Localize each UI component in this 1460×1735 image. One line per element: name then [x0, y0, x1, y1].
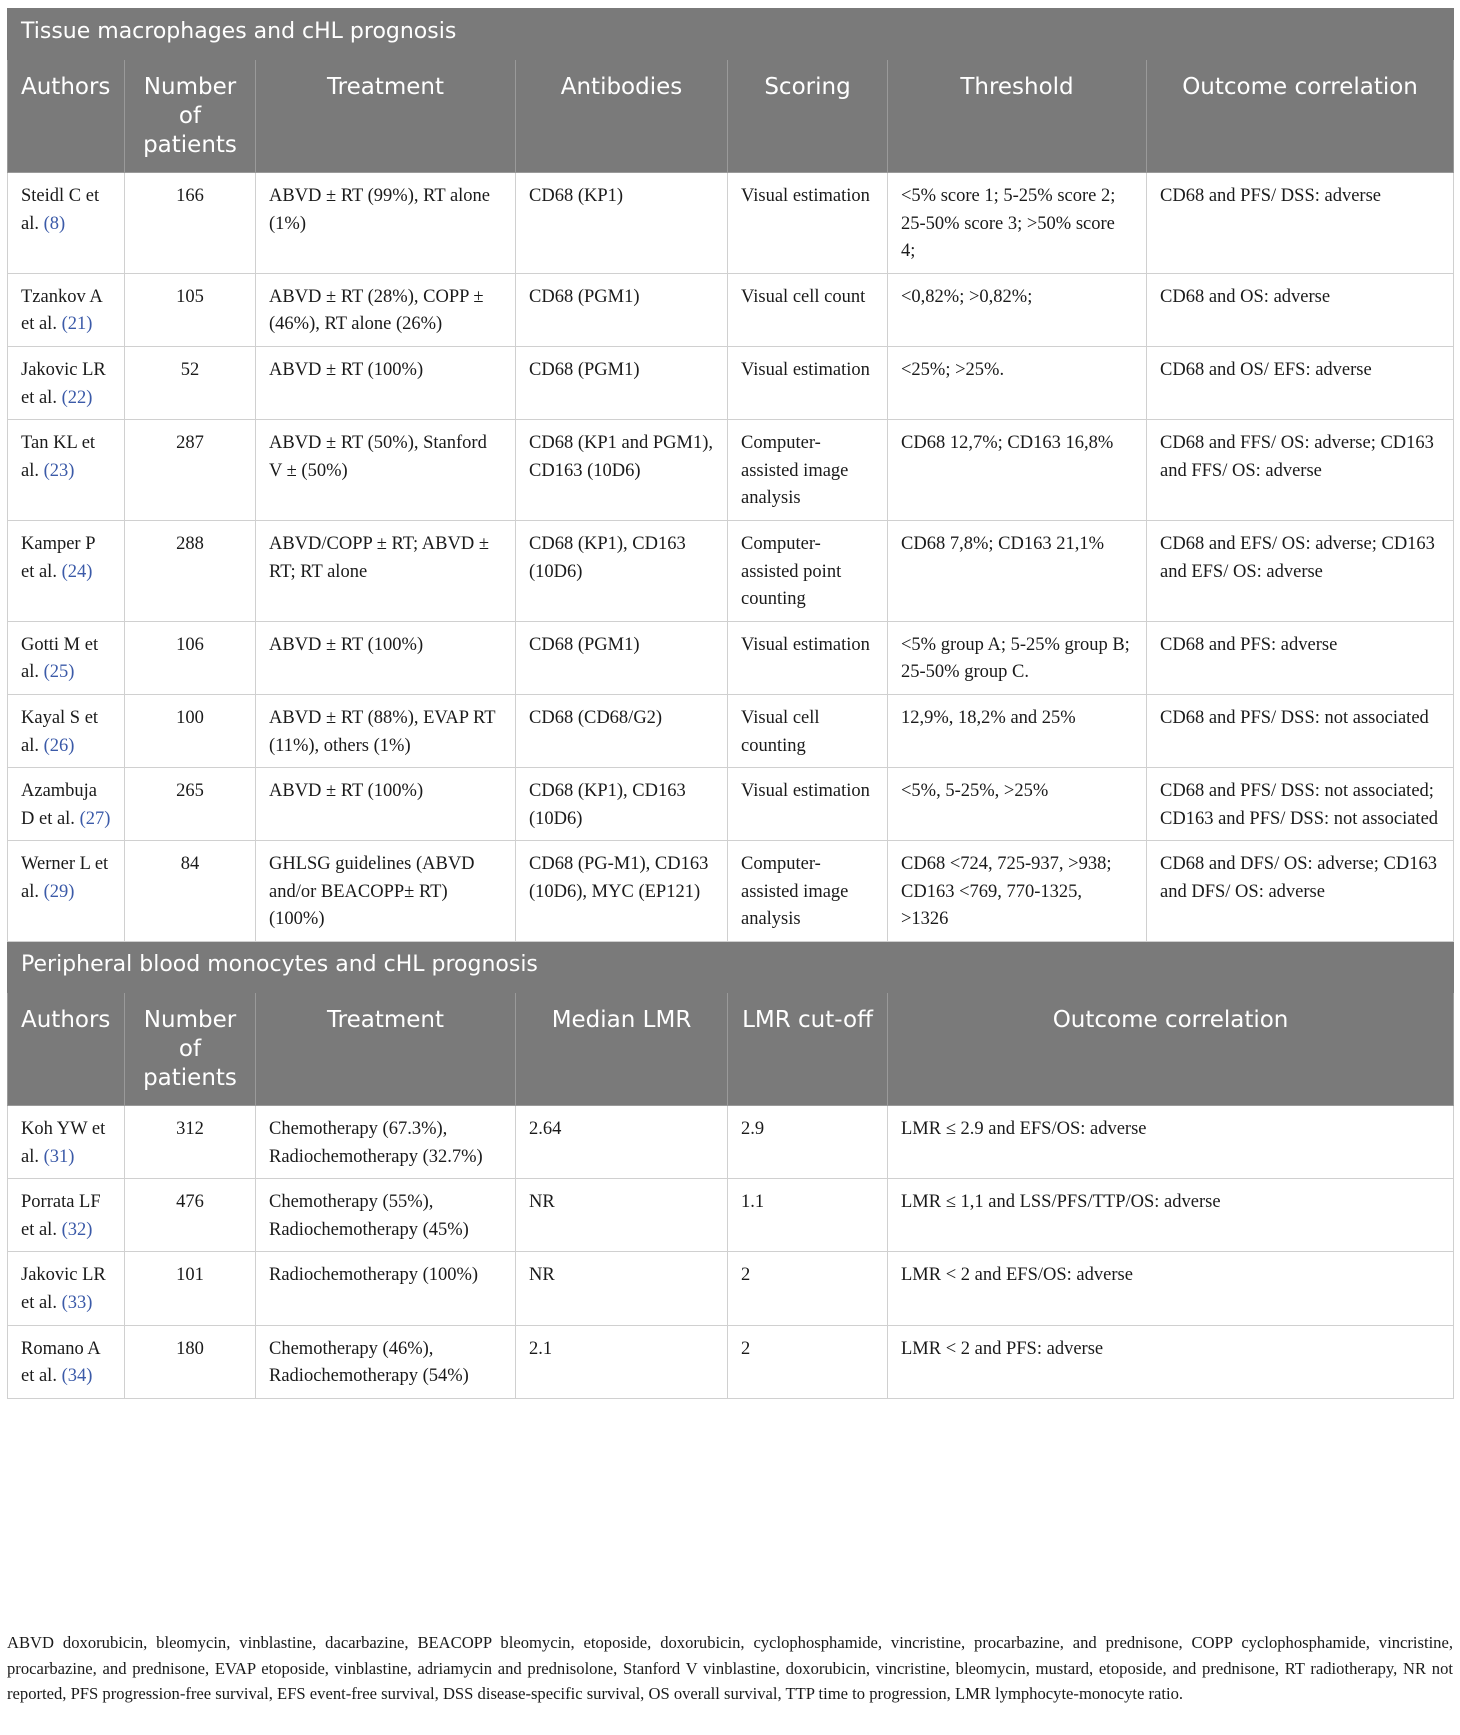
- outcome-cell: CD68 and PFS/ DSS: not associated: [1147, 694, 1454, 767]
- col-header-number-of-patients: Number of patients: [125, 60, 256, 173]
- author-name: Jakovic LR et al.: [21, 1265, 106, 1314]
- scoring-cell: Visual estimation: [728, 173, 888, 274]
- scoring-cell: Computer-assisted point counting: [728, 520, 888, 621]
- median-lmr-cell: 2.64: [516, 1106, 728, 1179]
- median-lmr-cell: NR: [516, 1179, 728, 1252]
- col-header-treatment: Treatment: [256, 60, 516, 173]
- patients-count: 84: [125, 841, 256, 942]
- threshold-cell: <5% group A; 5-25% group B; 25-50% group C.: [888, 621, 1147, 694]
- outcome-cell: CD68 and DFS/ OS: adverse; CD163 and DFS/ OS: adverse: [1147, 841, 1454, 942]
- scoring-cell: Computer-assisted image analysis: [728, 420, 888, 521]
- author-cell: [8, 841, 125, 942]
- reference-link[interactable]: (23): [43, 460, 75, 481]
- table-footnote: ABVD doxorubicin, bleomycin, vinblastine, dacarbazine, BEACOPP bleomycin, etoposide, doxorubicin, cyclophosphamide, vincristine, procarbazine, and prednisone, COPP cyclophosphamide, vincristine, procarbazine, and prednisone, EVAP etoposide, vinblastine, adriamycin and prednisolone, Stanford V vinblastine, doxorubicin, vincristine, bleomycin, mustard, etoposide, and prednisone, RT radiotherapy, NR not reported, PFS progression-free survival, EFS event-free survival, DSS disease-specific survival, OS overall survival, TTP time to progression, LMR lymphocyte-monocyte ratio.: [7, 1633, 1453, 1703]
- outcome-cell: LMR < 2 and EFS/OS: adverse: [888, 1252, 1454, 1325]
- author-name: Tan KL et al.: [21, 433, 96, 481]
- antibodies-cell: CD68 (PGM1): [516, 621, 728, 694]
- reference-link[interactable]: (31): [43, 1146, 75, 1167]
- author-name: Werner L et al.: [21, 854, 109, 902]
- table-row: [8, 1179, 1454, 1252]
- col-header-scoring: Scoring: [728, 60, 888, 173]
- treatment-cell: GHLSG guidelines (ABVD and/or BEACOPP± RT) (100%): [256, 841, 516, 942]
- section-title: Tissue macrophages and cHL prognosis: [8, 9, 1454, 60]
- median-lmr-cell: 2.1: [516, 1325, 728, 1398]
- col-header-median-lmr: Median LMR: [516, 993, 728, 1106]
- antibodies-cell: CD68 (KP1), CD163 (10D6): [516, 520, 728, 621]
- author-cell: [8, 346, 125, 419]
- treatment-cell: ABVD/COPP ± RT; ABVD ± RT; RT alone: [256, 520, 516, 621]
- outcome-cell: CD68 and EFS/ OS: adverse; CD163 and EFS/ OS: adverse: [1147, 520, 1454, 621]
- treatment-cell: ABVD ± RT (100%): [256, 768, 516, 841]
- col-header-authors: Authors: [8, 60, 125, 173]
- threshold-cell: <5%, 5-25%, >25%: [888, 768, 1147, 841]
- median-lmr-cell: NR: [516, 1252, 728, 1325]
- author-cell: [8, 621, 125, 694]
- author-name: Kayal S et al.: [21, 707, 99, 756]
- threshold-cell: <0,82%; >0,82%;: [888, 273, 1147, 346]
- col-header-outcome-correlation: Outcome correlation: [888, 993, 1454, 1106]
- threshold-cell: <5% score 1; 5-25% score 2; 25-50% score 3; >50% score 4;: [888, 173, 1147, 274]
- patients-count: 105: [125, 273, 256, 346]
- scoring-cell: Visual estimation: [728, 346, 888, 419]
- lmr-cutoff-cell: 2: [728, 1252, 888, 1325]
- patients-count: 106: [125, 621, 256, 694]
- reference-link[interactable]: (26): [43, 735, 75, 756]
- table-row: [8, 173, 1454, 274]
- col-header-antibodies: Antibodies: [516, 60, 728, 173]
- author-name: Steidl C et al.: [21, 186, 100, 234]
- patients-count: 288: [125, 520, 256, 621]
- author-name: Azambuja D et al.: [21, 781, 98, 829]
- author-cell: [8, 173, 125, 274]
- reference-link[interactable]: (21): [61, 314, 93, 335]
- table-row: [8, 1325, 1454, 1398]
- author-cell: [8, 1252, 125, 1325]
- treatment-cell: ABVD ± RT (50%), Stanford V ± (50%): [256, 420, 516, 521]
- threshold-cell: CD68 7,8%; CD163 21,1%: [888, 520, 1147, 621]
- section-title: Peripheral blood monocytes and cHL prognosis: [8, 942, 1454, 993]
- reference-link[interactable]: (29): [43, 881, 75, 902]
- col-header-authors: Authors: [8, 993, 125, 1106]
- reference-link[interactable]: (32): [61, 1219, 93, 1240]
- outcome-cell: CD68 and PFS/ DSS: not associated; CD163 and PFS/ DSS: not associated: [1147, 768, 1454, 841]
- outcome-cell: CD68 and FFS/ OS: adverse; CD163 and FFS/ OS: adverse: [1147, 420, 1454, 521]
- treatment-cell: ABVD ± RT (88%), EVAP RT (11%), others (1%): [256, 694, 516, 767]
- scoring-cell: Visual cell counting: [728, 694, 888, 767]
- patients-count: 52: [125, 346, 256, 419]
- treatment-cell: Chemotherapy (67.3%), Radiochemotherapy (32.7%): [256, 1106, 516, 1179]
- outcome-cell: LMR < 2 and PFS: adverse: [888, 1325, 1454, 1398]
- outcome-cell: CD68 and OS/ EFS: adverse: [1147, 346, 1454, 419]
- patients-count: 166: [125, 173, 256, 274]
- table-row: [8, 420, 1454, 521]
- threshold-cell: <25%; >25%.: [888, 346, 1147, 419]
- scoring-cell: Visual cell count: [728, 273, 888, 346]
- col-header-number-of-patients: Number of patients: [125, 993, 256, 1106]
- patients-count: 287: [125, 420, 256, 521]
- author-name: Tzankov A et al.: [21, 286, 102, 335]
- table-body: [8, 9, 1454, 1399]
- author-name: Porrata LF et al.: [21, 1192, 101, 1240]
- col-header-outcome-correlation: Outcome correlation: [1147, 60, 1454, 173]
- author-cell: [8, 694, 125, 767]
- column-header-row: [8, 60, 1454, 173]
- reference-link[interactable]: (24): [61, 561, 93, 582]
- antibodies-cell: CD68 (PGM1): [516, 273, 728, 346]
- threshold-cell: CD68 12,7%; CD163 16,8%: [888, 420, 1147, 521]
- prognosis-table: [7, 8, 1454, 1399]
- threshold-cell: 12,9%, 18,2% and 25%: [888, 694, 1147, 767]
- author-cell: [8, 520, 125, 621]
- patients-count: 100: [125, 694, 256, 767]
- section-header-peripheral-blood: [8, 942, 1454, 993]
- scoring-cell: Visual estimation: [728, 621, 888, 694]
- patients-count: 476: [125, 1179, 256, 1252]
- author-name: Koh YW et al.: [21, 1119, 106, 1167]
- reference-link[interactable]: (8): [43, 213, 66, 234]
- outcome-cell: LMR ≤ 2.9 and EFS/OS: adverse: [888, 1106, 1454, 1179]
- lmr-cutoff-cell: 1.1: [728, 1179, 888, 1252]
- reference-link[interactable]: (25): [43, 662, 75, 683]
- reference-link[interactable]: (27): [79, 808, 111, 829]
- col-header-treatment: Treatment: [256, 993, 516, 1106]
- section-header-tissue-macrophages: [8, 9, 1454, 60]
- col-header-lmr-cutoff: LMR cut-off: [728, 993, 888, 1106]
- table-row: [8, 768, 1454, 841]
- author-cell: [8, 273, 125, 346]
- scoring-cell: Computer-assisted image analysis: [728, 841, 888, 942]
- reference-link[interactable]: (22): [61, 387, 93, 408]
- outcome-cell: LMR ≤ 1,1 and LSS/PFS/TTP/OS: adverse: [888, 1179, 1454, 1252]
- patients-count: 101: [125, 1252, 256, 1325]
- reference-link[interactable]: (33): [61, 1293, 93, 1314]
- author-cell: [8, 420, 125, 521]
- author-cell: [8, 1179, 125, 1252]
- author-name: Kamper P et al.: [21, 533, 95, 582]
- treatment-cell: ABVD ± RT (100%): [256, 346, 516, 419]
- patients-count: 265: [125, 768, 256, 841]
- antibodies-cell: CD68 (KP1): [516, 173, 728, 274]
- table-row: [8, 694, 1454, 767]
- table-row: [8, 1252, 1454, 1325]
- outcome-cell: CD68 and OS: adverse: [1147, 273, 1454, 346]
- prognosis-table-container: [7, 8, 1453, 1399]
- treatment-cell: Chemotherapy (46%), Radiochemotherapy (54%): [256, 1325, 516, 1398]
- antibodies-cell: CD68 (CD68/G2): [516, 694, 728, 767]
- antibodies-cell: CD68 (PGM1): [516, 346, 728, 419]
- patients-count: 180: [125, 1325, 256, 1398]
- treatment-cell: Chemotherapy (55%), Radiochemotherapy (45%): [256, 1179, 516, 1252]
- author-cell: [8, 768, 125, 841]
- col-header-threshold: Threshold: [888, 60, 1147, 173]
- table-row: [8, 520, 1454, 621]
- author-name: Gotti M et al.: [21, 634, 99, 683]
- author-cell: [8, 1106, 125, 1179]
- table-row: [8, 1106, 1454, 1179]
- outcome-cell: CD68 and PFS: adverse: [1147, 621, 1454, 694]
- antibodies-cell: CD68 (KP1 and PGM1), CD163 (10D6): [516, 420, 728, 521]
- lmr-cutoff-cell: 2: [728, 1325, 888, 1398]
- threshold-cell: CD68 <724, 725-937, >938; CD163 <769, 770-1325, >1326: [888, 841, 1147, 942]
- patients-count: 312: [125, 1106, 256, 1179]
- treatment-cell: ABVD ± RT (28%), COPP ± (46%), RT alone (26%): [256, 273, 516, 346]
- scoring-cell: Visual estimation: [728, 768, 888, 841]
- antibodies-cell: CD68 (KP1), CD163 (10D6): [516, 768, 728, 841]
- table-row: [8, 273, 1454, 346]
- table-row: [8, 346, 1454, 419]
- outcome-cell: CD68 and PFS/ DSS: adverse: [1147, 173, 1454, 274]
- author-cell: [8, 1325, 125, 1398]
- treatment-cell: ABVD ± RT (99%), RT alone (1%): [256, 173, 516, 274]
- table-row: [8, 621, 1454, 694]
- lmr-cutoff-cell: 2.9: [728, 1106, 888, 1179]
- author-name: Romano A et al.: [21, 1338, 100, 1387]
- antibodies-cell: CD68 (PG-M1), CD163 (10D6), MYC (EP121): [516, 841, 728, 942]
- reference-link[interactable]: (34): [61, 1366, 93, 1387]
- table-row: [8, 841, 1454, 942]
- treatment-cell: Radiochemotherapy (100%): [256, 1252, 516, 1325]
- author-name: Jakovic LR et al.: [21, 359, 106, 408]
- column-header-row: [8, 993, 1454, 1106]
- treatment-cell: ABVD ± RT (100%): [256, 621, 516, 694]
